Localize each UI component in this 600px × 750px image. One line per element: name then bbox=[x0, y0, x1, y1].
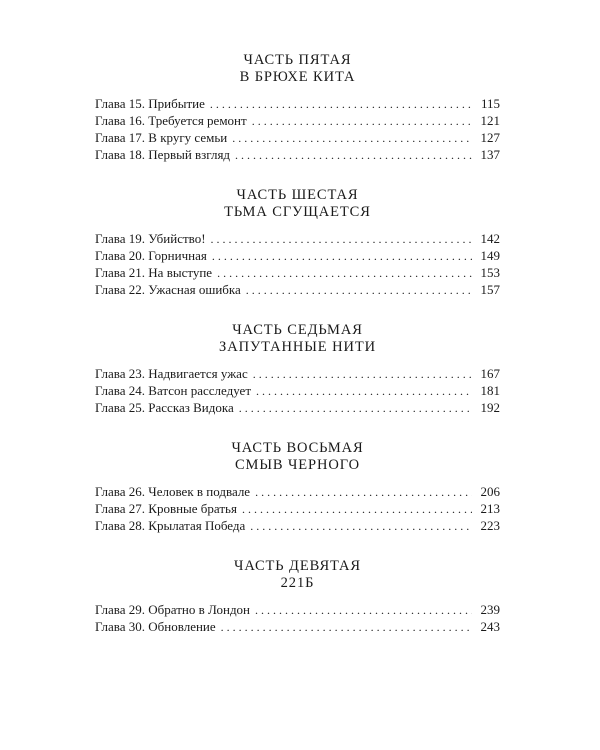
toc-entry bbox=[95, 601, 500, 618]
page-number: 167 bbox=[480, 366, 500, 381]
chapter-title: Глава 17. В кругу семьи bbox=[95, 130, 228, 145]
toc-entry bbox=[95, 382, 500, 399]
dot-leader bbox=[253, 366, 472, 383]
toc-entry bbox=[95, 247, 500, 264]
toc-entry bbox=[95, 517, 500, 534]
chapter-title: Глава 15. Прибытие bbox=[95, 96, 205, 111]
part-heading bbox=[95, 187, 500, 221]
dot-leader bbox=[211, 231, 472, 248]
chapter-title: Глава 27. Кровные братья bbox=[95, 501, 237, 516]
dot-leader bbox=[255, 602, 472, 619]
chapter-title: Глава 30. Обновление bbox=[95, 619, 216, 634]
toc-entry bbox=[95, 618, 500, 635]
part-subtitle: ЗАПУТАННЫЕ НИТИ bbox=[219, 339, 376, 355]
toc-entry bbox=[95, 500, 500, 517]
page-number: 149 bbox=[480, 248, 500, 263]
toc-part bbox=[95, 558, 500, 635]
part-heading bbox=[95, 52, 500, 86]
toc-entry bbox=[95, 230, 500, 247]
chapter-title: Глава 18. Первый взгляд bbox=[95, 147, 231, 162]
dot-leader bbox=[210, 96, 472, 113]
toc-part bbox=[95, 322, 500, 416]
toc-part bbox=[95, 187, 500, 298]
chapter-list bbox=[95, 601, 500, 635]
toc-entry bbox=[95, 129, 500, 146]
chapter-title: Глава 23. Надвигается ужас bbox=[95, 366, 248, 381]
part-heading bbox=[95, 558, 500, 592]
page-number: 127 bbox=[480, 130, 500, 145]
toc-entry bbox=[95, 281, 500, 298]
chapter-title: Глава 20. Горничная bbox=[95, 248, 207, 263]
toc-entry bbox=[95, 146, 500, 163]
page-number: 115 bbox=[480, 96, 500, 111]
chapter-list bbox=[95, 483, 500, 534]
toc-entry bbox=[95, 399, 500, 416]
part-label: ЧАСТЬ ДЕВЯТАЯ bbox=[234, 558, 361, 574]
toc-entry bbox=[95, 112, 500, 129]
dot-leader bbox=[255, 484, 472, 501]
page-number: 153 bbox=[480, 265, 500, 280]
page-number: 142 bbox=[480, 231, 500, 246]
part-label: ЧАСТЬ СЕДЬМАЯ bbox=[232, 322, 363, 338]
chapter-title: Глава 21. На выступе bbox=[95, 265, 213, 280]
toc-part bbox=[95, 440, 500, 534]
chapter-title: Глава 26. Человек в подвале bbox=[95, 484, 251, 499]
part-subtitle: СМЫВ ЧЕРНОГО bbox=[234, 457, 361, 473]
part-label: ЧАСТЬ ПЯТАЯ bbox=[243, 52, 352, 68]
page-number: 181 bbox=[480, 383, 500, 398]
part-subtitle: ТЬМА СГУЩАЕТСЯ bbox=[224, 204, 371, 220]
chapter-title: Глава 19. Убийство! bbox=[95, 231, 206, 246]
page-number: 243 bbox=[480, 619, 500, 634]
part-heading bbox=[95, 440, 500, 474]
dot-leader bbox=[232, 130, 472, 147]
chapter-title: Глава 29. Обратно в Лондон bbox=[95, 602, 251, 617]
page-number: 223 bbox=[480, 518, 500, 533]
dot-leader bbox=[235, 147, 472, 164]
dot-leader bbox=[212, 248, 472, 265]
chapter-title: Глава 25. Рассказ Видока bbox=[95, 400, 234, 415]
page-number: 137 bbox=[480, 147, 500, 162]
dot-leader bbox=[217, 265, 472, 282]
dot-leader bbox=[242, 501, 472, 518]
page-number: 206 bbox=[480, 484, 500, 499]
dot-leader bbox=[256, 383, 472, 400]
toc-entry bbox=[95, 365, 500, 382]
chapter-list bbox=[95, 95, 500, 163]
part-label: ЧАСТЬ ШЕСТАЯ bbox=[236, 187, 359, 203]
dot-leader bbox=[250, 518, 472, 535]
toc-entry bbox=[95, 95, 500, 112]
dot-leader bbox=[221, 619, 472, 636]
chapter-list bbox=[95, 365, 500, 416]
toc-entry bbox=[95, 483, 500, 500]
page-number: 157 bbox=[480, 282, 500, 297]
part-heading bbox=[95, 322, 500, 356]
dot-leader bbox=[252, 113, 472, 130]
chapter-title: Глава 16. Требуется ремонт bbox=[95, 113, 247, 128]
toc-entry bbox=[95, 264, 500, 281]
chapter-title: Глава 22. Ужасная ошибка bbox=[95, 282, 241, 297]
page-number: 121 bbox=[480, 113, 500, 128]
dot-leader bbox=[246, 282, 472, 299]
chapter-title: Глава 28. Крылатая Победа bbox=[95, 518, 246, 533]
chapter-title: Глава 24. Ватсон расследует bbox=[95, 383, 251, 398]
part-subtitle: 221Б bbox=[280, 575, 315, 591]
chapter-list bbox=[95, 230, 500, 298]
part-label: ЧАСТЬ ВОСЬМАЯ bbox=[231, 440, 364, 456]
page-number: 213 bbox=[480, 501, 500, 516]
toc-part bbox=[95, 52, 500, 163]
part-subtitle: В БРЮХЕ КИТА bbox=[239, 69, 356, 85]
table-of-contents bbox=[95, 52, 500, 635]
dot-leader bbox=[239, 400, 472, 417]
page-number: 239 bbox=[480, 602, 500, 617]
page-number: 192 bbox=[480, 400, 500, 415]
